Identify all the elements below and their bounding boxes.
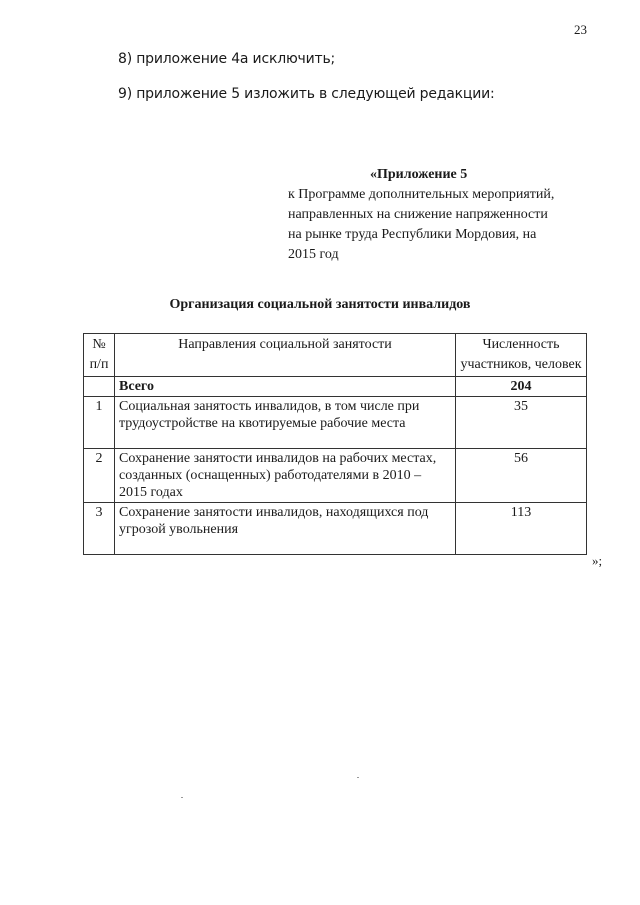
appendix-heading <box>288 165 588 265</box>
table-title: Организация социальной занятости инвалидов <box>169 297 471 312</box>
header-number: № п/п <box>84 334 115 377</box>
scan-speck <box>181 797 183 798</box>
table-header-row <box>84 334 587 377</box>
appendix-title: «Приложение 5 <box>370 167 468 182</box>
row-text: Сохранение занятости инвалидов на рабочих местах, созданных (оснащенных) работодателями в 2010 – 2015 годах <box>115 449 456 503</box>
appendix-line: 2015 год <box>288 247 339 262</box>
item-8: 8) приложение 4а исключить; <box>118 51 336 67</box>
row-value: 113 <box>456 503 587 555</box>
row-number: 3 <box>84 503 115 555</box>
total-number-cell <box>84 377 115 397</box>
total-value: 204 <box>456 377 587 397</box>
appendix-line: направленных на снижение напряженности <box>288 207 548 222</box>
row-number: 2 <box>84 449 115 503</box>
table-row <box>84 397 587 449</box>
header-direction: Направления социальной занятости <box>115 334 456 377</box>
row-text: Сохранение занятости инвалидов, находящихся под угрозой увольнения <box>115 503 456 555</box>
scan-speck <box>357 777 359 778</box>
appendix-line: к Программе дополнительных мероприятий, <box>288 187 555 202</box>
header-participants: Численность участников, человек <box>456 334 587 377</box>
row-value: 56 <box>456 449 587 503</box>
row-value: 35 <box>456 397 587 449</box>
total-label: Всего <box>115 377 456 397</box>
table-row <box>84 503 587 555</box>
employment-table <box>83 333 587 555</box>
row-number: 1 <box>84 397 115 449</box>
item-9: 9) приложение 5 изложить в следующей редакции: <box>118 86 495 102</box>
table-row <box>84 449 587 503</box>
row-text: Социальная занятость инвалидов, в том числе при трудоустройстве на квотируемые рабочие места <box>115 397 456 449</box>
closing-quote: »; <box>592 553 603 568</box>
appendix-line: на рынке труда Республики Мордовия, на <box>288 227 537 242</box>
page-number: 23 <box>574 22 587 37</box>
total-row <box>84 377 587 397</box>
